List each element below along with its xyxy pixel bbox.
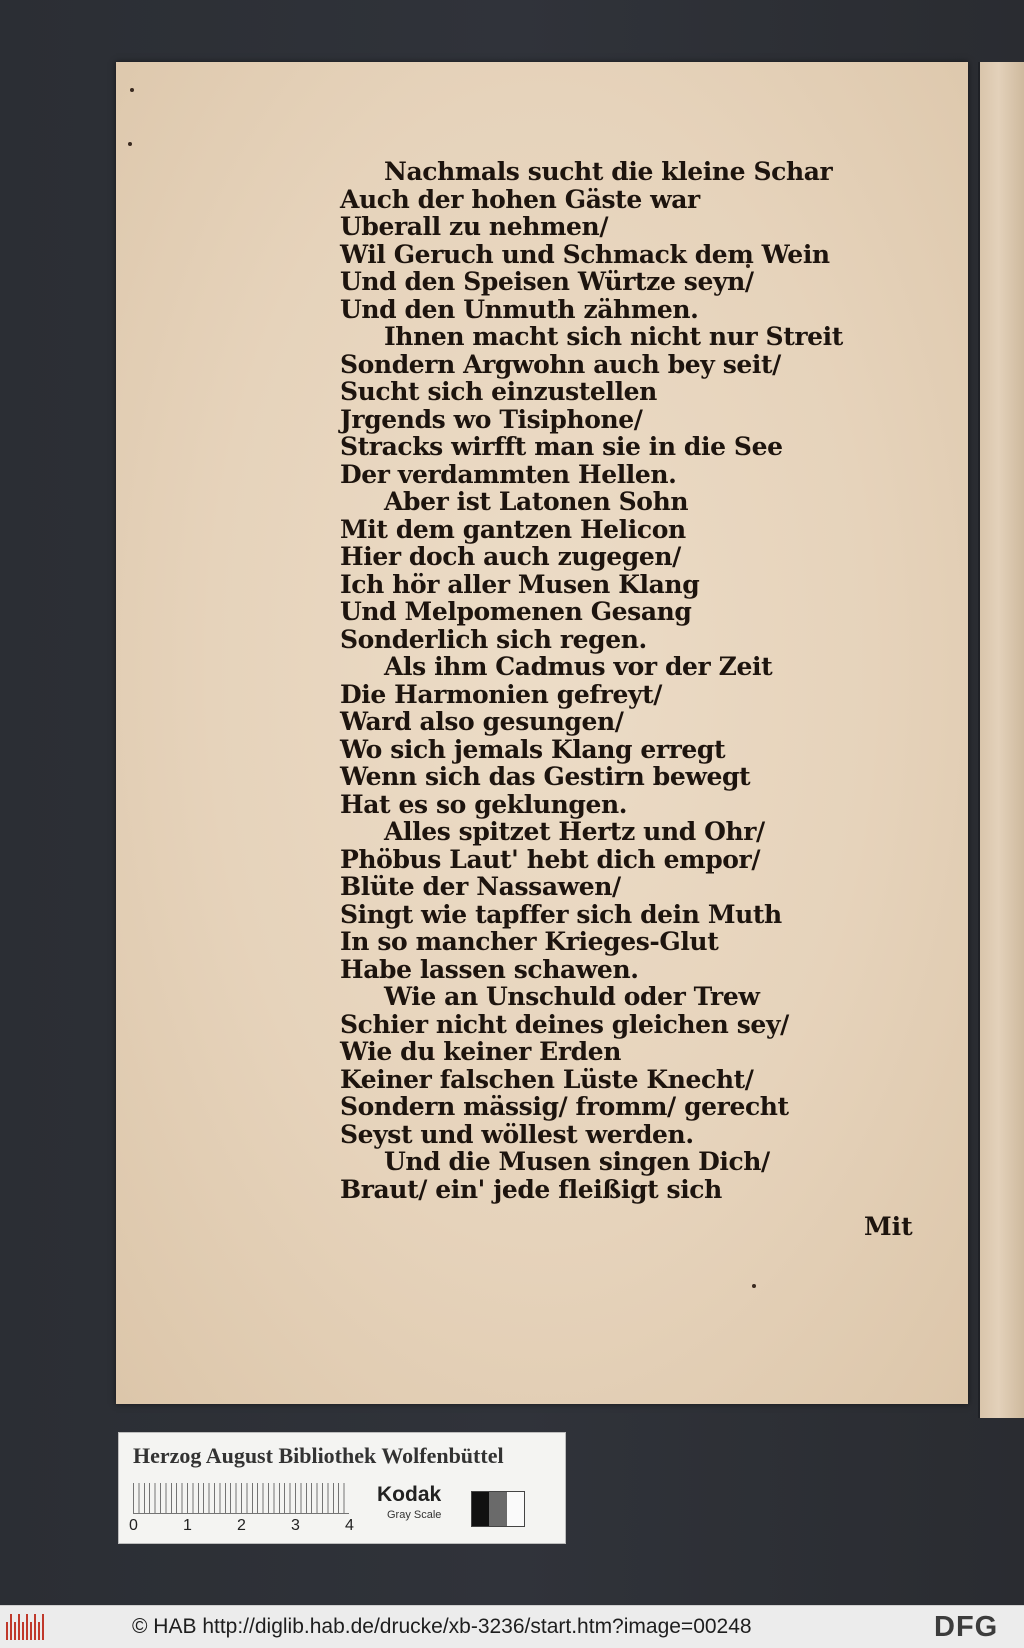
dfg-logo: DFG [934, 1611, 999, 1643]
poem-text [340, 157, 843, 1204]
footer-bar [0, 1605, 1024, 1648]
kodak-logo-text: Kodak [377, 1483, 442, 1506]
gray-scale-swatch [471, 1491, 525, 1527]
poem-line: Aber ist Latonen Sohn [384, 487, 689, 516]
ruler-number: 2 [237, 1517, 246, 1534]
poem-line: Wenn sich das Gestirn bewegt [340, 762, 751, 791]
footer-link[interactable]: © HAB http://diglib.hab.de/drucke/xb-3236/start.htm?image=00248 [132, 1615, 752, 1638]
poem-line: Mit dem gantzen Helicon [340, 514, 686, 544]
ruler-number: 3 [291, 1517, 300, 1534]
poem-line: Stracks wirfft man sie in die See [340, 432, 783, 461]
poem-line: Sondern mässig/ fromm/ gerecht [340, 1092, 789, 1121]
poem-line: Sonderlich sich regen. [340, 624, 647, 654]
poem-line: Und den Speisen Würtze seyn/ [340, 267, 754, 296]
poem-line: Jrgends wo Tisiphone/ [340, 404, 643, 434]
library-name: Herzog August Bibliothek Wolfenbüttel [133, 1443, 504, 1468]
page-speck [128, 142, 132, 146]
poem-line: Hier doch auch zugegen/ [340, 542, 681, 571]
scale-ruler [133, 1483, 349, 1514]
ruler-number: 1 [183, 1517, 192, 1534]
poem-line: Ihnen macht sich nicht nur Streit [384, 322, 843, 351]
gray-scale-caption: Gray Scale [387, 1509, 442, 1521]
poem-line: Braut/ ein' jede fleißigt sich [340, 1174, 722, 1204]
facing-page-edge [978, 62, 1024, 1418]
poem-line: In so mancher Krieges-Glut [340, 927, 719, 956]
poem-line: Wo sich jemals Klang erregt [340, 734, 726, 764]
page-speck [130, 88, 134, 92]
poem-line: Die Harmonien gefreyt/ [340, 679, 662, 709]
poem-line: Habe lassen schawen. [340, 954, 639, 984]
ruler-numbers [129, 1517, 369, 1537]
poem-line: Phöbus Laut' hebt dich empor/ [340, 844, 761, 874]
poem-line: Auch der hohen Gäste war [340, 184, 700, 214]
poem-line: Blüte der Nassawen/ [340, 872, 621, 901]
poem-line: Ward also gesungen/ [340, 707, 624, 736]
catchword: Mit [864, 1212, 913, 1241]
poem-line: Sondern Argwohn auch bey seit/ [340, 349, 781, 379]
poem-line: Keiner falschen Lüste Knecht/ [340, 1064, 754, 1094]
poem-line: Uberall zu nehmen/ [340, 212, 609, 241]
poem-line: Wie an Unschuld oder Trew [384, 982, 760, 1011]
poem-line: Als ihm Cadmus vor der Zeit [384, 652, 773, 681]
hab-logo-icon [6, 1614, 48, 1640]
poem-line: Seyst und wöllest werden. [340, 1119, 694, 1149]
poem-line: Alles spitzet Hertz und Ohr/ [384, 817, 765, 846]
poem-line: Und die Musen singen Dich/ [384, 1147, 770, 1176]
swatch-gray [489, 1492, 506, 1526]
poem-line: Schier nicht deines gleichen sey/ [340, 1009, 789, 1039]
ruler-number: 4 [345, 1517, 354, 1534]
poem-line: Sucht sich einzustellen [340, 377, 657, 406]
ruler-number: 0 [129, 1517, 138, 1534]
poem-line: Nachmals sucht die kleine Schar [384, 157, 833, 186]
swatch-black [472, 1492, 489, 1526]
poem-line: Und den Unmuth zähmen. [340, 294, 699, 324]
poem-line: Ich hör aller Musen Klang [340, 569, 700, 599]
poem-line: Singt wie tapffer sich dein Muth [340, 899, 782, 929]
library-label-card [118, 1432, 566, 1544]
page-speck [752, 1284, 756, 1288]
poem-line: Und Melpomenen Gesang [340, 597, 692, 626]
poem-line: Wil Geruch und Schmack dem Wein [340, 239, 830, 269]
swatch-white [507, 1492, 524, 1526]
poem-line: Der verdammten Hellen. [340, 459, 677, 489]
poem-line: Wie du keiner Erden [340, 1037, 621, 1066]
poem-line: Hat es so geklungen. [340, 789, 628, 819]
